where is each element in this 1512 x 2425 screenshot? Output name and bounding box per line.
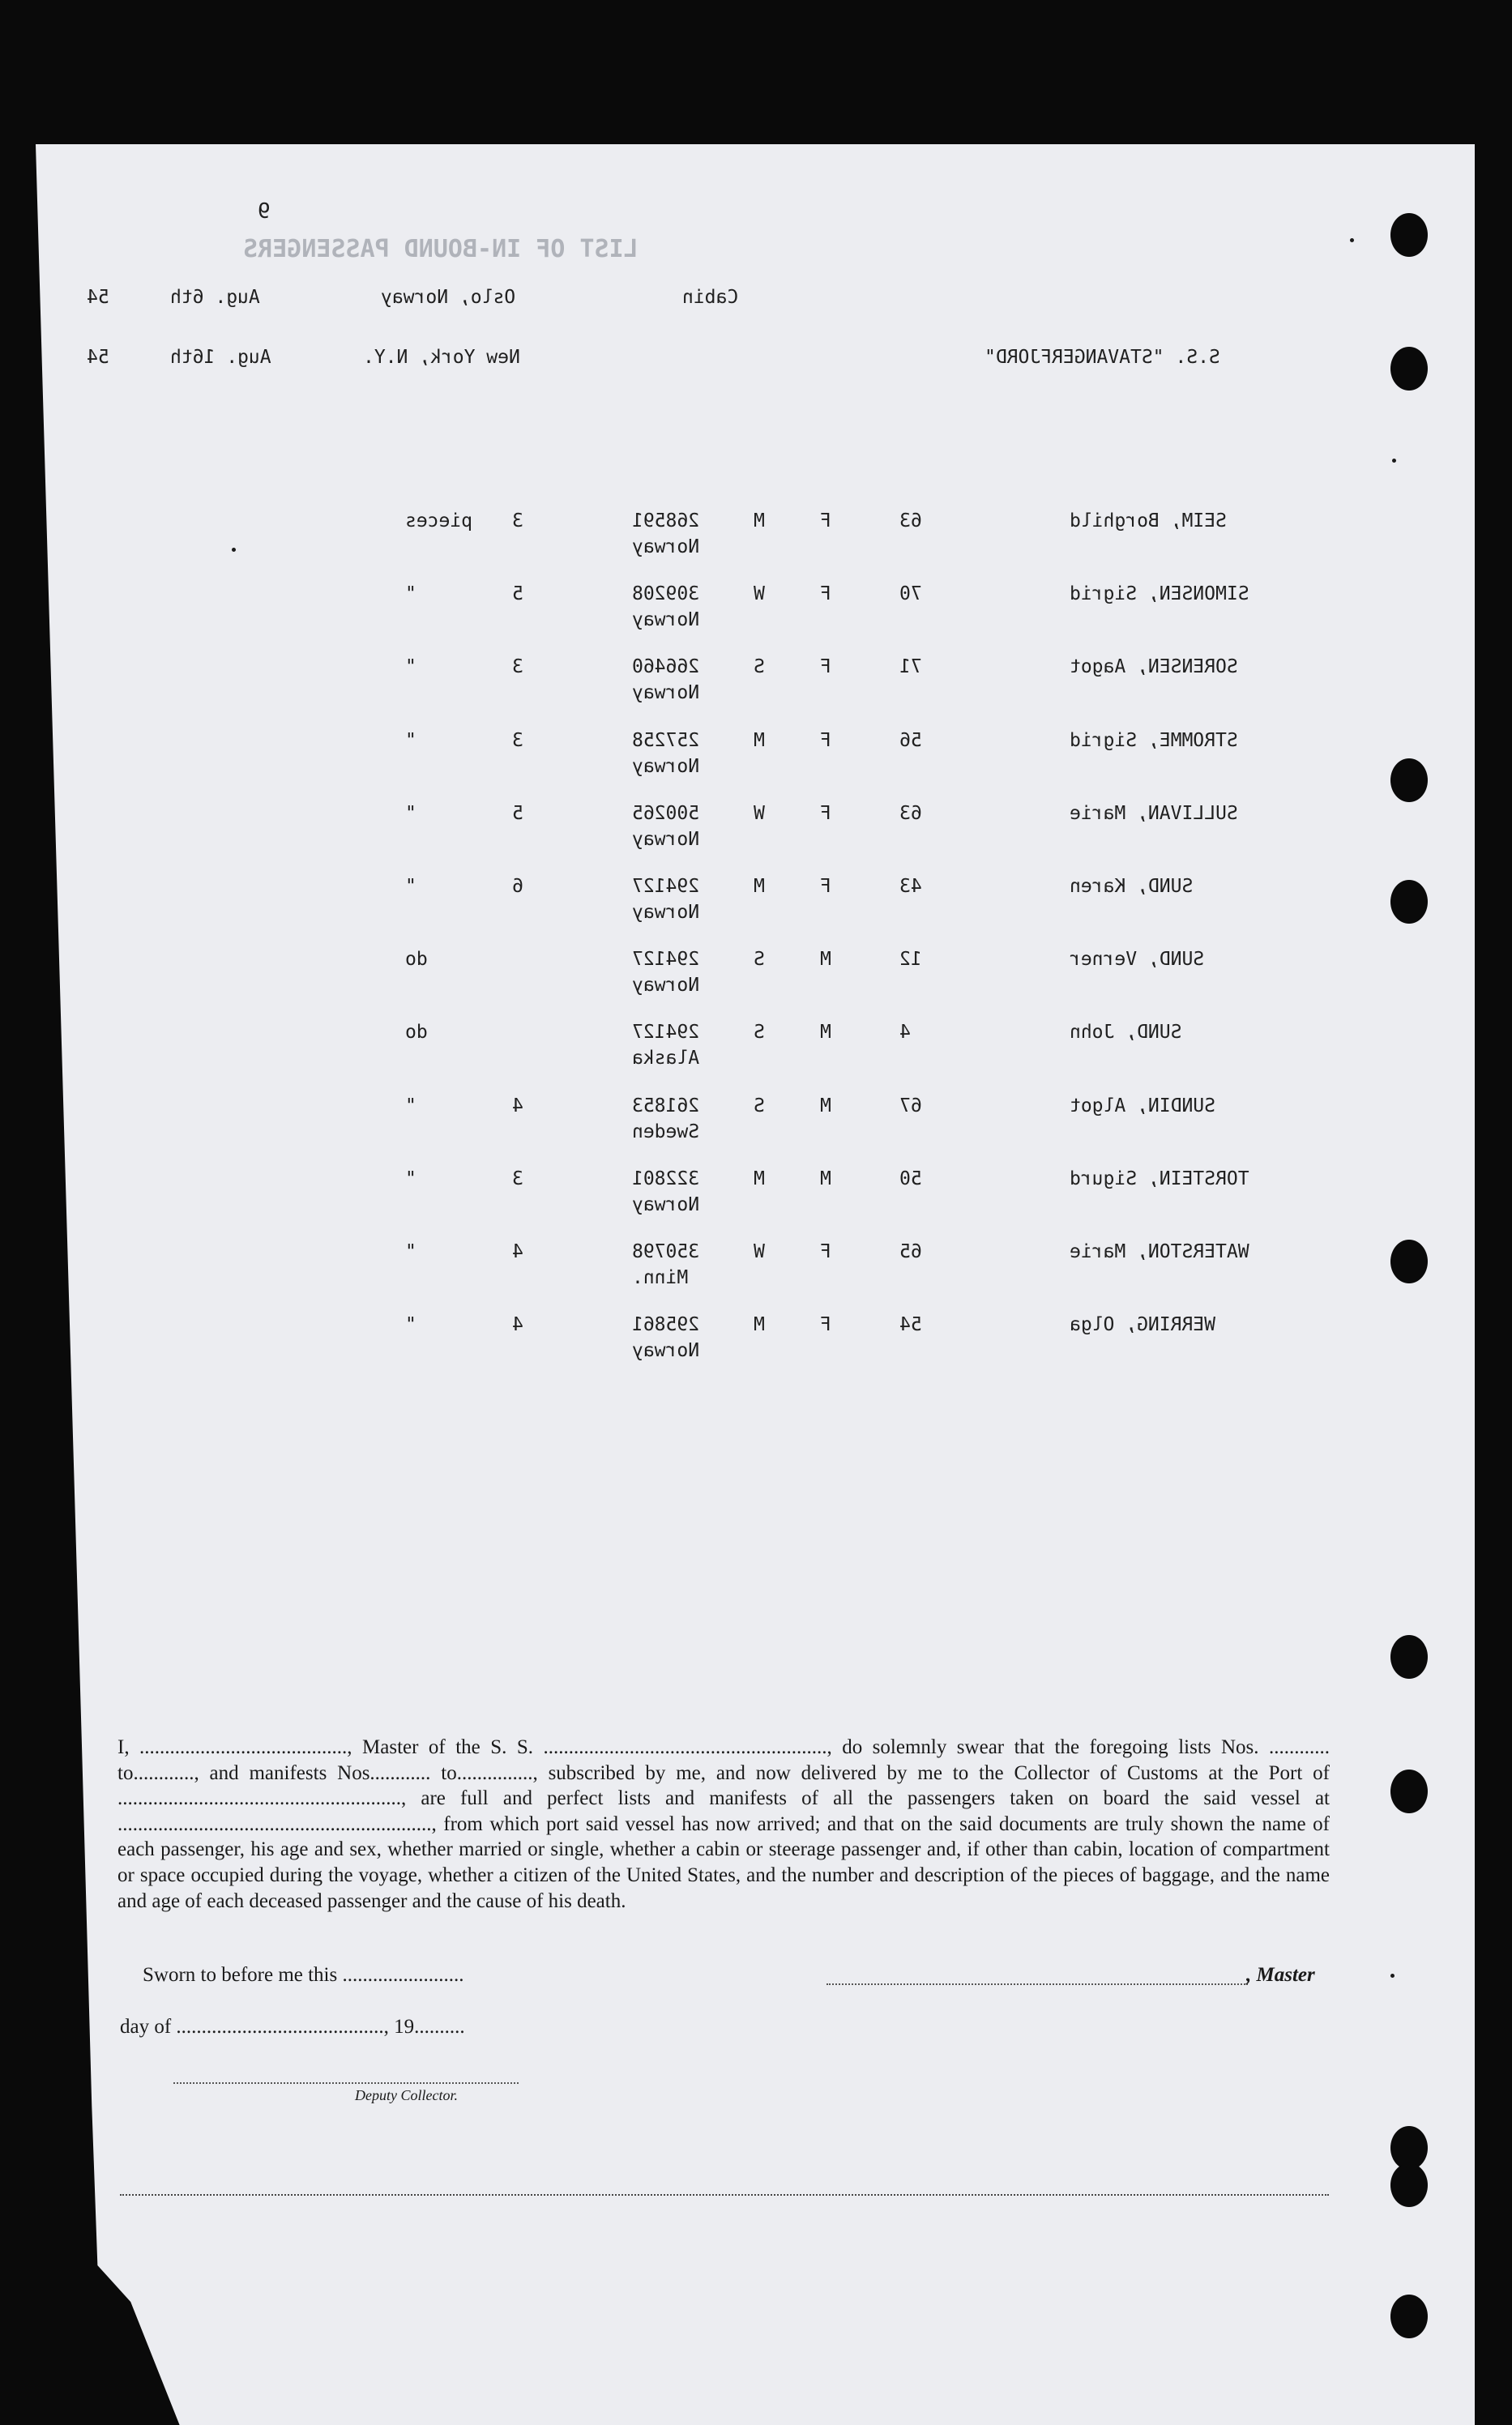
arrival-date: Aug. 16th — [170, 347, 271, 368]
passenger-status: S — [754, 949, 765, 971]
passenger-country: Norway — [632, 755, 700, 777]
binder-hole — [1390, 1635, 1428, 1679]
passenger-cert: 266460 — [632, 656, 700, 678]
vessel-name: S.S. "STAVANGERFJORD" — [985, 347, 1220, 368]
passenger-name: SUND, Verner — [1070, 949, 1205, 971]
passenger-country: Norway — [632, 975, 700, 997]
passenger-age: 70 — [899, 583, 922, 605]
passenger-unit: pieces — [405, 510, 473, 532]
passenger-name: STROMME, Sigrid — [1070, 729, 1238, 751]
page-number: 9 — [258, 199, 271, 224]
passenger-country: Norway — [632, 1193, 700, 1215]
passenger-unit: " — [405, 1241, 416, 1262]
speck — [1392, 459, 1396, 463]
passenger-name: SORENSEN, Aagot — [1070, 656, 1238, 678]
cabin-label: Cabin — [682, 287, 739, 308]
passenger-bags: 3 — [512, 1168, 523, 1189]
passenger-sex: F — [820, 583, 831, 605]
passenger-bags: 4 — [512, 1241, 523, 1262]
passenger-bags: 5 — [512, 802, 523, 824]
passenger-sex: F — [820, 802, 831, 824]
passenger-name: WERRING, Olga — [1070, 1314, 1216, 1336]
passenger-age: 54 — [899, 1314, 922, 1336]
passenger-cert: 322801 — [632, 1168, 700, 1189]
passenger-cert: 261853 — [632, 1095, 700, 1116]
passenger-sex: M — [820, 949, 831, 971]
passenger-sex: F — [820, 729, 831, 751]
passenger-country: Minn. — [632, 1267, 689, 1288]
passenger-cert: 309208 — [632, 583, 700, 605]
master-signature-line — [826, 1983, 1248, 1985]
binder-hole — [1390, 347, 1428, 391]
passenger-cert: 295861 — [632, 1314, 700, 1336]
passenger-cert: 500265 — [632, 802, 700, 824]
speck — [232, 548, 236, 552]
passenger-status: M — [754, 510, 765, 532]
passenger-name: SULLIVAN, Marie — [1070, 802, 1238, 824]
passenger-unit: " — [405, 729, 416, 751]
deputy-signature-line — [173, 2082, 519, 2084]
passenger-unit: " — [405, 583, 416, 605]
bottom-rule — [120, 2194, 1329, 2196]
passenger-bags: 6 — [512, 876, 523, 897]
passenger-name: SUND, John — [1070, 1022, 1182, 1044]
passenger-cert: 294127 — [632, 876, 700, 897]
passenger-age: 63 — [899, 802, 922, 824]
binder-hole — [1390, 2163, 1428, 2207]
passenger-sex: F — [820, 510, 831, 532]
passenger-status: S — [754, 1095, 765, 1116]
passenger-name: SEIM, Borghild — [1070, 510, 1227, 532]
passenger-cert: 268591 — [632, 510, 700, 532]
passenger-cert: 350798 — [632, 1241, 700, 1262]
binder-hole — [1390, 758, 1428, 802]
passenger-cert: 257258 — [632, 729, 700, 751]
passenger-age: 71 — [899, 656, 922, 678]
ghost-list-title: LIST OF IN-BOUND PASSENGERS — [243, 235, 639, 263]
passenger-country: Alaska — [632, 1048, 700, 1069]
passenger-bags: 3 — [512, 729, 523, 751]
deputy-collector-label: Deputy Collector. — [355, 2087, 458, 2103]
passenger-unit: " — [405, 1095, 416, 1116]
sworn-line: Sworn to before me this ........................ — [143, 1964, 464, 1986]
passenger-age: 65 — [899, 1241, 922, 1262]
passenger-unit: do — [405, 1022, 428, 1044]
passenger-unit: " — [405, 876, 416, 897]
passenger-age: 12 — [899, 949, 922, 971]
passenger-name: TORSTEIN, Sigurd — [1070, 1168, 1249, 1189]
master-label: , Master — [1246, 1964, 1315, 1986]
passenger-name: SUND, Karen — [1070, 876, 1194, 897]
speck — [1350, 238, 1354, 242]
passenger-age: 4 — [899, 1022, 911, 1044]
passenger-unit: " — [405, 802, 416, 824]
passenger-bags: 3 — [512, 656, 523, 678]
passenger-status: W — [754, 583, 765, 605]
binder-hole — [1390, 880, 1428, 924]
passenger-unit: " — [405, 1314, 416, 1336]
arrival-year: 54 — [87, 347, 109, 368]
passenger-status: M — [754, 729, 765, 751]
passenger-bags: 5 — [512, 583, 523, 605]
departure-year: 54 — [87, 287, 109, 308]
passenger-age: 63 — [899, 510, 922, 532]
passenger-age: 43 — [899, 876, 922, 897]
passenger-age: 56 — [899, 729, 922, 751]
passenger-country: Norway — [632, 682, 700, 704]
passenger-bags: 3 — [512, 510, 523, 532]
binder-hole — [1390, 2295, 1428, 2338]
passenger-sex: F — [820, 876, 831, 897]
passenger-sex: F — [820, 656, 831, 678]
oath-paragraph: I, ........................................., Master of the S. S. ........................................................, do solemnly swear that the foregoing lists Nos. ............ to............, and manifests Nos............ to..............., subscribed by me, and now delivered by me to the Collector of Customs at the Port of ........................................................, are full and perfect lists and manifests of all the passengers taken on board the said vessel at .............................................................., from which port said vessel has now arrived; and that on the said documents are truly shown the name of each passenger, his age and sex, whether married or single, whether a cabin or steerage passenger and, if other than cabin, location of compartment or space occupied during the voyage, whether a citizen of the United States, and the number and description of the pieces of baggage, and the name and age of each deceased passenger and the cause of his death. — [117, 1736, 1330, 1912]
binder-hole — [1390, 1770, 1428, 1813]
passenger-status: M — [754, 1168, 765, 1189]
binder-hole — [1390, 213, 1428, 257]
passenger-status: M — [754, 1314, 765, 1336]
passenger-country: Norway — [632, 1340, 700, 1362]
day-of-line: day of ........................................., 19.......... — [120, 2016, 465, 2038]
passenger-status: W — [754, 802, 765, 824]
passenger-sex: M — [820, 1095, 831, 1116]
arrival-port: New York, N.Y. — [363, 347, 520, 368]
passenger-country: Norway — [632, 902, 700, 923]
passenger-status: S — [754, 656, 765, 678]
departure-port: Oslo, Norway — [381, 287, 516, 308]
passenger-unit: do — [405, 949, 428, 971]
passenger-country: Sweden — [632, 1121, 700, 1142]
passenger-sex: F — [820, 1241, 831, 1262]
passenger-sex: M — [820, 1022, 831, 1044]
passenger-country: Norway — [632, 536, 700, 557]
passenger-status: M — [754, 876, 765, 897]
passenger-cert: 294127 — [632, 1022, 700, 1044]
passenger-age: 50 — [899, 1168, 922, 1189]
passenger-cert: 294127 — [632, 949, 700, 971]
passenger-country: Norway — [632, 828, 700, 850]
passenger-unit: " — [405, 656, 416, 678]
passenger-age: 67 — [899, 1095, 922, 1116]
passenger-unit: " — [405, 1168, 416, 1189]
speck — [1390, 1974, 1395, 1978]
passenger-status: W — [754, 1241, 765, 1262]
passenger-bags: 4 — [512, 1095, 523, 1116]
passenger-status: S — [754, 1022, 765, 1044]
passenger-sex: F — [820, 1314, 831, 1336]
passenger-bags: 4 — [512, 1314, 523, 1336]
passenger-sex: M — [820, 1168, 831, 1189]
passenger-name: WATERSTON, Marie — [1070, 1241, 1249, 1262]
binder-hole — [1390, 1240, 1428, 1283]
departure-date: Aug. 6th — [170, 287, 260, 308]
passenger-name: SUNDIN, Algot — [1070, 1095, 1216, 1116]
passenger-name: SIMONSEN, Sigrid — [1070, 583, 1249, 605]
passenger-country: Norway — [632, 609, 700, 631]
